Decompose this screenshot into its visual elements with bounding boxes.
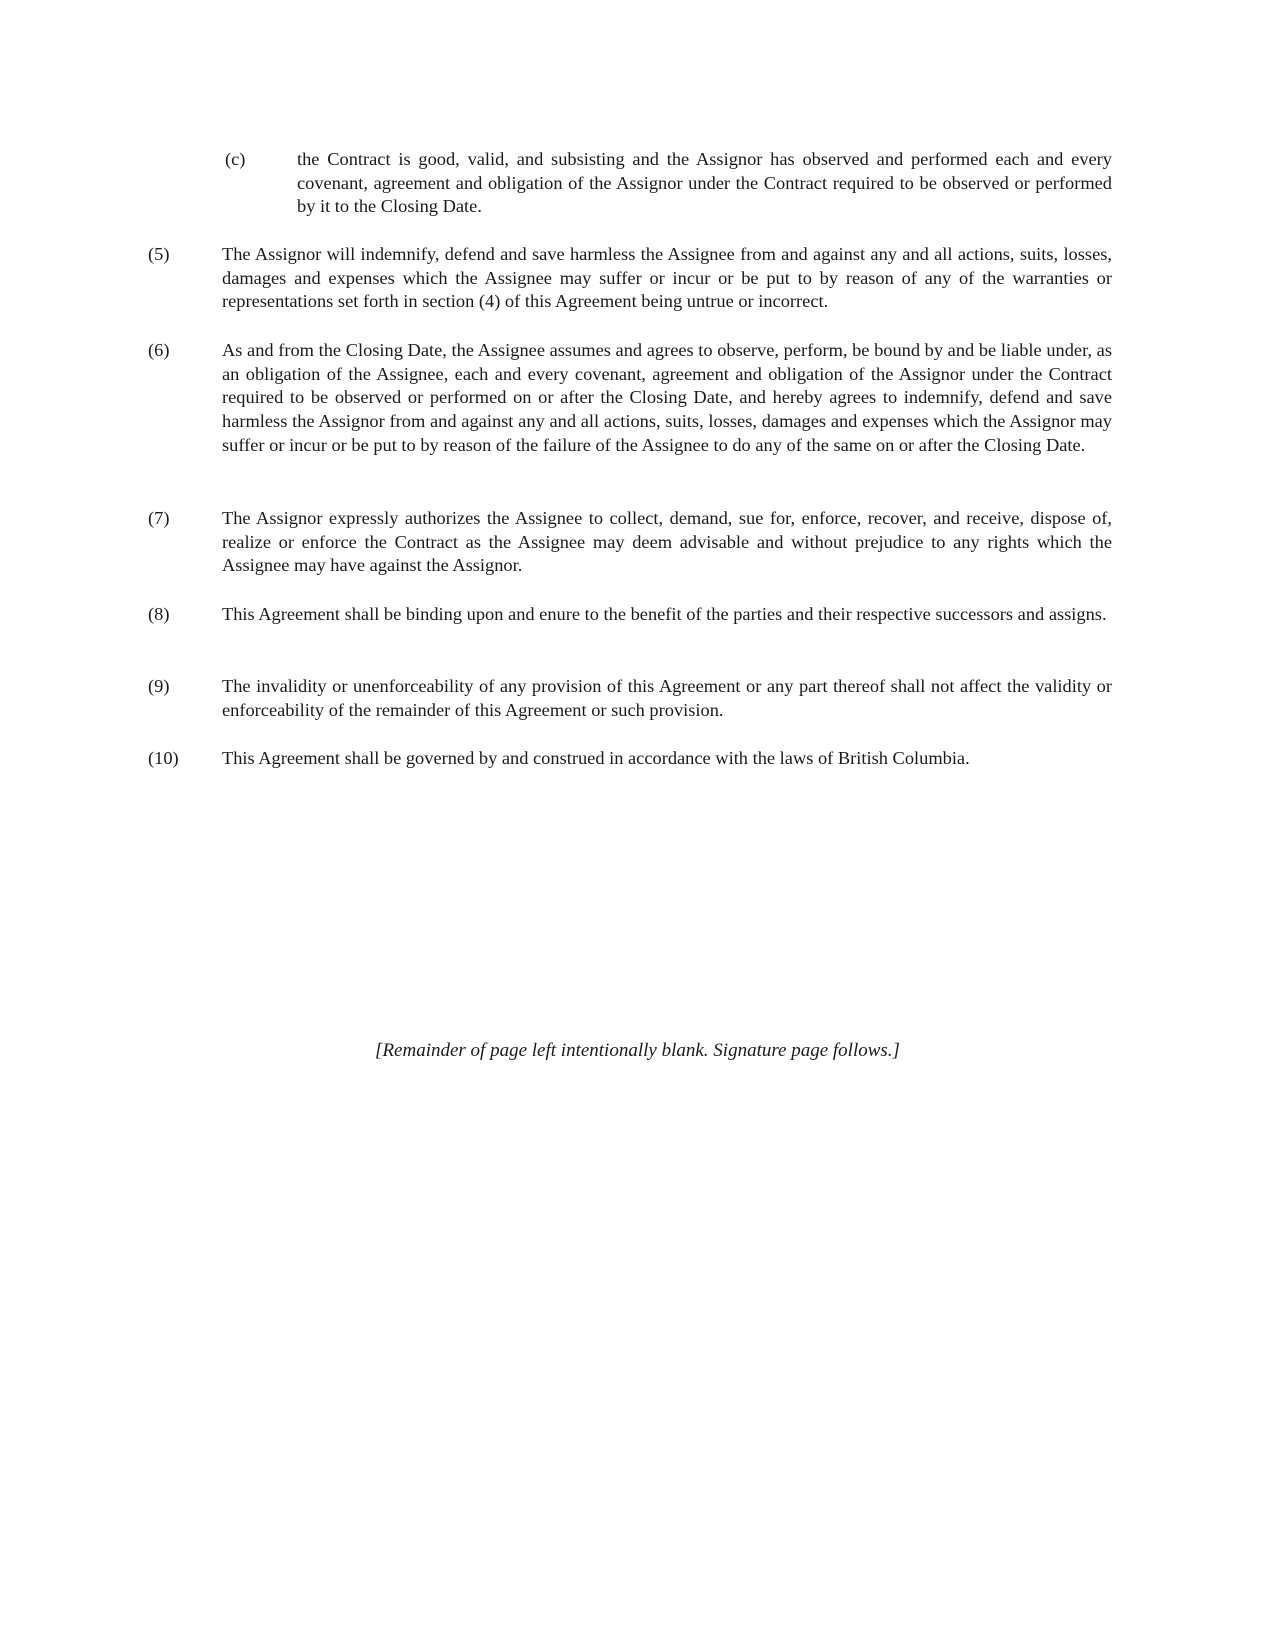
clause-text-10: This Agreement shall be governed by and construed in accordance with the laws of British Columbia. <box>222 748 970 768</box>
clause-number-c: (c) <box>225 149 246 169</box>
clause-text-7: The Assignor expressly authorizes the Assignee to collect, demand, sue for, enforce, recover, and receive, dispose of, realize or enforce the Contract as the Assignee may deem advisable and without prejudice to any rights which the Assignee may have against the Assignor. <box>222 508 1112 576</box>
clause-number-8: (8) <box>148 604 170 624</box>
clause-number-10: (10) <box>148 748 179 768</box>
remainder-blank-note: [Remainder of page left intentionally blank. Signature page follows.] <box>375 1040 900 1061</box>
clause-text-c: the Contract is good, valid, and subsisting and the Assignor has observed and performed each and every covenant, agreement and obligation of the Assignor under the Contract required to be observed or performed by it to the Closing Date. <box>297 149 1112 217</box>
clause-number-7: (7) <box>148 508 170 528</box>
clause-number-6: (6) <box>148 340 170 360</box>
clause-text-6: As and from the Closing Date, the Assignee assumes and agrees to observe, perform, be bound by and be liable under, as an obligation of the Assignee, each and every covenant, agreement and obligation of the Assignor under the Contract required to be observed or performed on or after the Closing Date, and hereby agrees to indemnify, defend and save harmless the Assignor from and against any and all actions, suits, losses, damages and expenses which the Assignor may suffer or incur or be put to by reason of the failure of the Assignee to do any of the same on or after the Closing Date. <box>222 340 1112 455</box>
clause-number-5: (5) <box>148 244 170 264</box>
clause-text-5: The Assignor will indemnify, defend and save harmless the Assignee from and against any and all actions, suits, losses, damages and expenses which the Assignee may suffer or incur or be put to by reason of any of the warranties or representations set forth in section (4) of this Agreement being untrue or incorrect. <box>222 244 1112 312</box>
clause-text-8: This Agreement shall be binding upon and enure to the benefit of the parties and their respective successors and assigns. <box>222 604 1107 624</box>
clause-text-9: The invalidity or unenforceability of any provision of this Agreement or any part thereof shall not affect the validity or enforceability of the remainder of this Agreement or such provision. <box>222 676 1112 720</box>
clause-number-9: (9) <box>148 676 170 696</box>
